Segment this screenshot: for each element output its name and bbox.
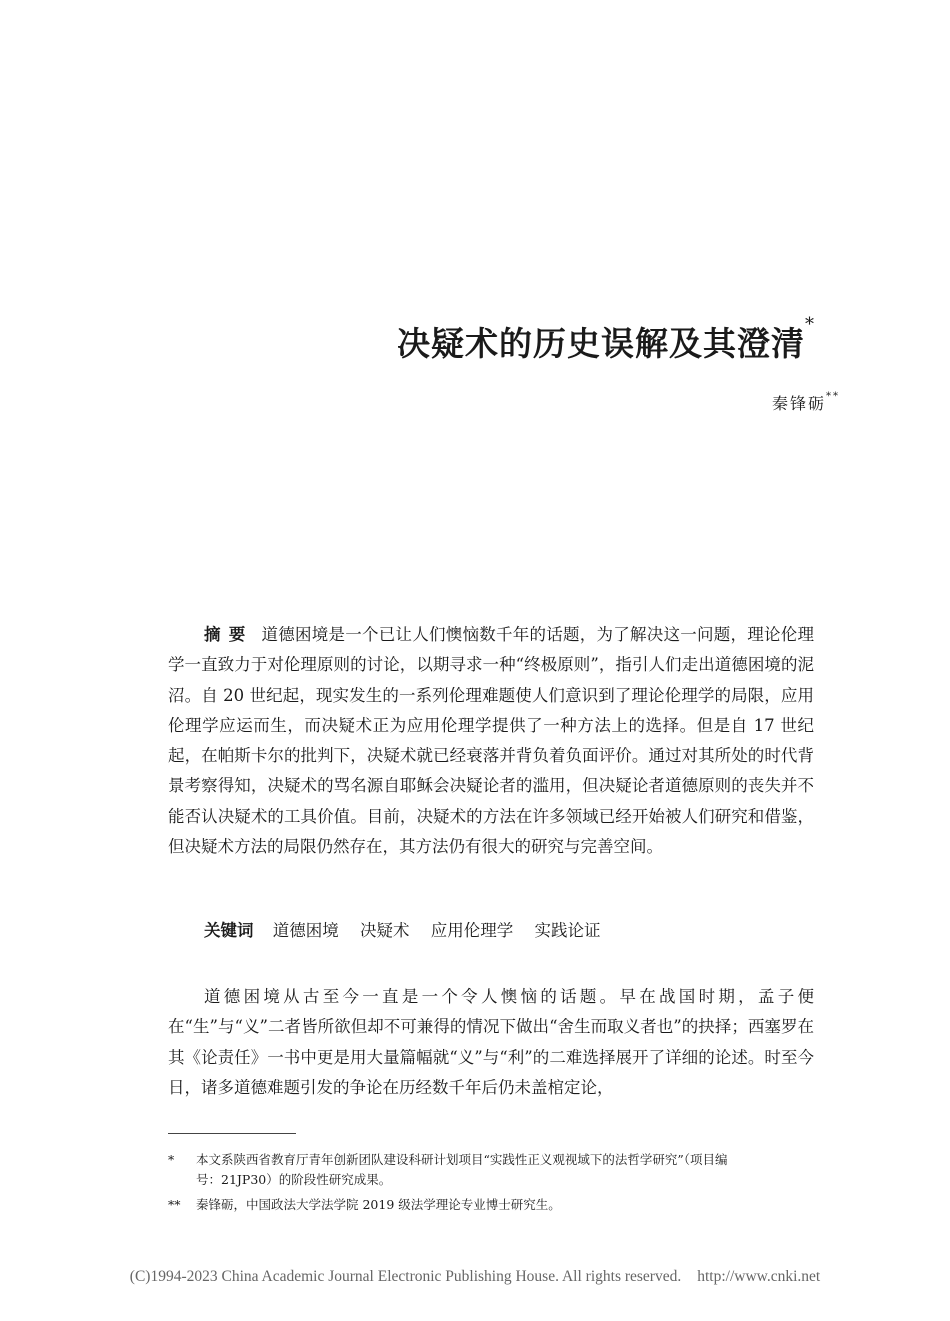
copyright-footer xyxy=(0,1268,950,1286)
body-paragraph: 道德困境从古至今一直是一个令人懊恼的话题。早在战国时期，孟子便在“生”与“义”二者皆所欲但却不可兼得的情况下做出“舍生而取义者也”的抉择；西塞罗在其《论责任》一书中更是用大量篇幅就“义”与“利”的二难选择展开了详细的论述。时至今日，诸多道德难题引发的争论在历经数千年后仍未盖棺定论， xyxy=(168,987,814,1097)
abstract-label: 摘要 xyxy=(204,625,254,644)
author-line xyxy=(772,391,840,414)
keywords xyxy=(168,916,814,946)
article-title xyxy=(397,314,815,365)
footnote-text: 本文系陕西省教育厅青年创新团队建设科研计划项目“实践性正义观视域下的法哲学研究”（项目编 xyxy=(196,1152,728,1167)
keyword-item: 实践论证 xyxy=(534,921,601,940)
footnote-2 xyxy=(168,1195,814,1215)
author-footnote-mark[interactable]: ** xyxy=(826,391,840,402)
abstract xyxy=(168,620,814,862)
footnote-1 xyxy=(168,1150,814,1190)
author-name: 秦锋砺 xyxy=(771,394,826,413)
footnote-text: 秦锋砺，中国政法大学法学院 2019 级法学理论专业博士研究生。 xyxy=(196,1197,561,1212)
cnki-link[interactable]: http://www.cnki.net xyxy=(697,1268,821,1285)
footnote-divider xyxy=(168,1133,296,1134)
keyword-item: 决疑术 xyxy=(360,921,410,940)
copyright-text: (C)1994-2023 China Academic Journal Electronic Publishing House. All rights reserved. xyxy=(129,1268,682,1285)
title-footnote-mark[interactable]: * xyxy=(805,314,815,335)
footnote-text-cont: 号：21JP30）的阶段性研究成果。 xyxy=(196,1172,392,1187)
abstract-text: 道德困境是一个已让人们懊恼数千年的话题，为了解决这一问题，理论伦理学一直致力于对伦理原则的讨论，以期寻求一种“终极原则”，指引人们走出道德困境的泥沼。自 20 世纪起，现实发生的一系列伦理难题使人们意识到了理论伦理学的局限，应用伦理学应运而生，而决疑术正为应用伦理学提供了一种方法上的选择。但是自 17 世纪起，在帕斯卡尔的批判下，决疑术就已经衰落并背负着负面评价。通过对其所处的时代背景考察得知，决疑术的骂名源自耶稣会决疑论者的滥用，但决疑论者道德原则的丧失并不能否认决疑术的工具价值。目前，决疑术的方法在许多领域已经开始被人们研究和借鉴，但决疑术方法的局限仍然存在，其方法仍有很大的研究与完善空间。 xyxy=(168,625,814,857)
footnote-mark: * xyxy=(168,1152,175,1167)
keyword-item: 道德困境 xyxy=(272,921,339,940)
article-title-text: 决疑术的历史误解及其澄清 xyxy=(397,324,805,363)
keyword-item: 应用伦理学 xyxy=(430,921,514,940)
keywords-label: 关键词 xyxy=(204,921,254,940)
footnote-mark: ** xyxy=(168,1197,181,1212)
